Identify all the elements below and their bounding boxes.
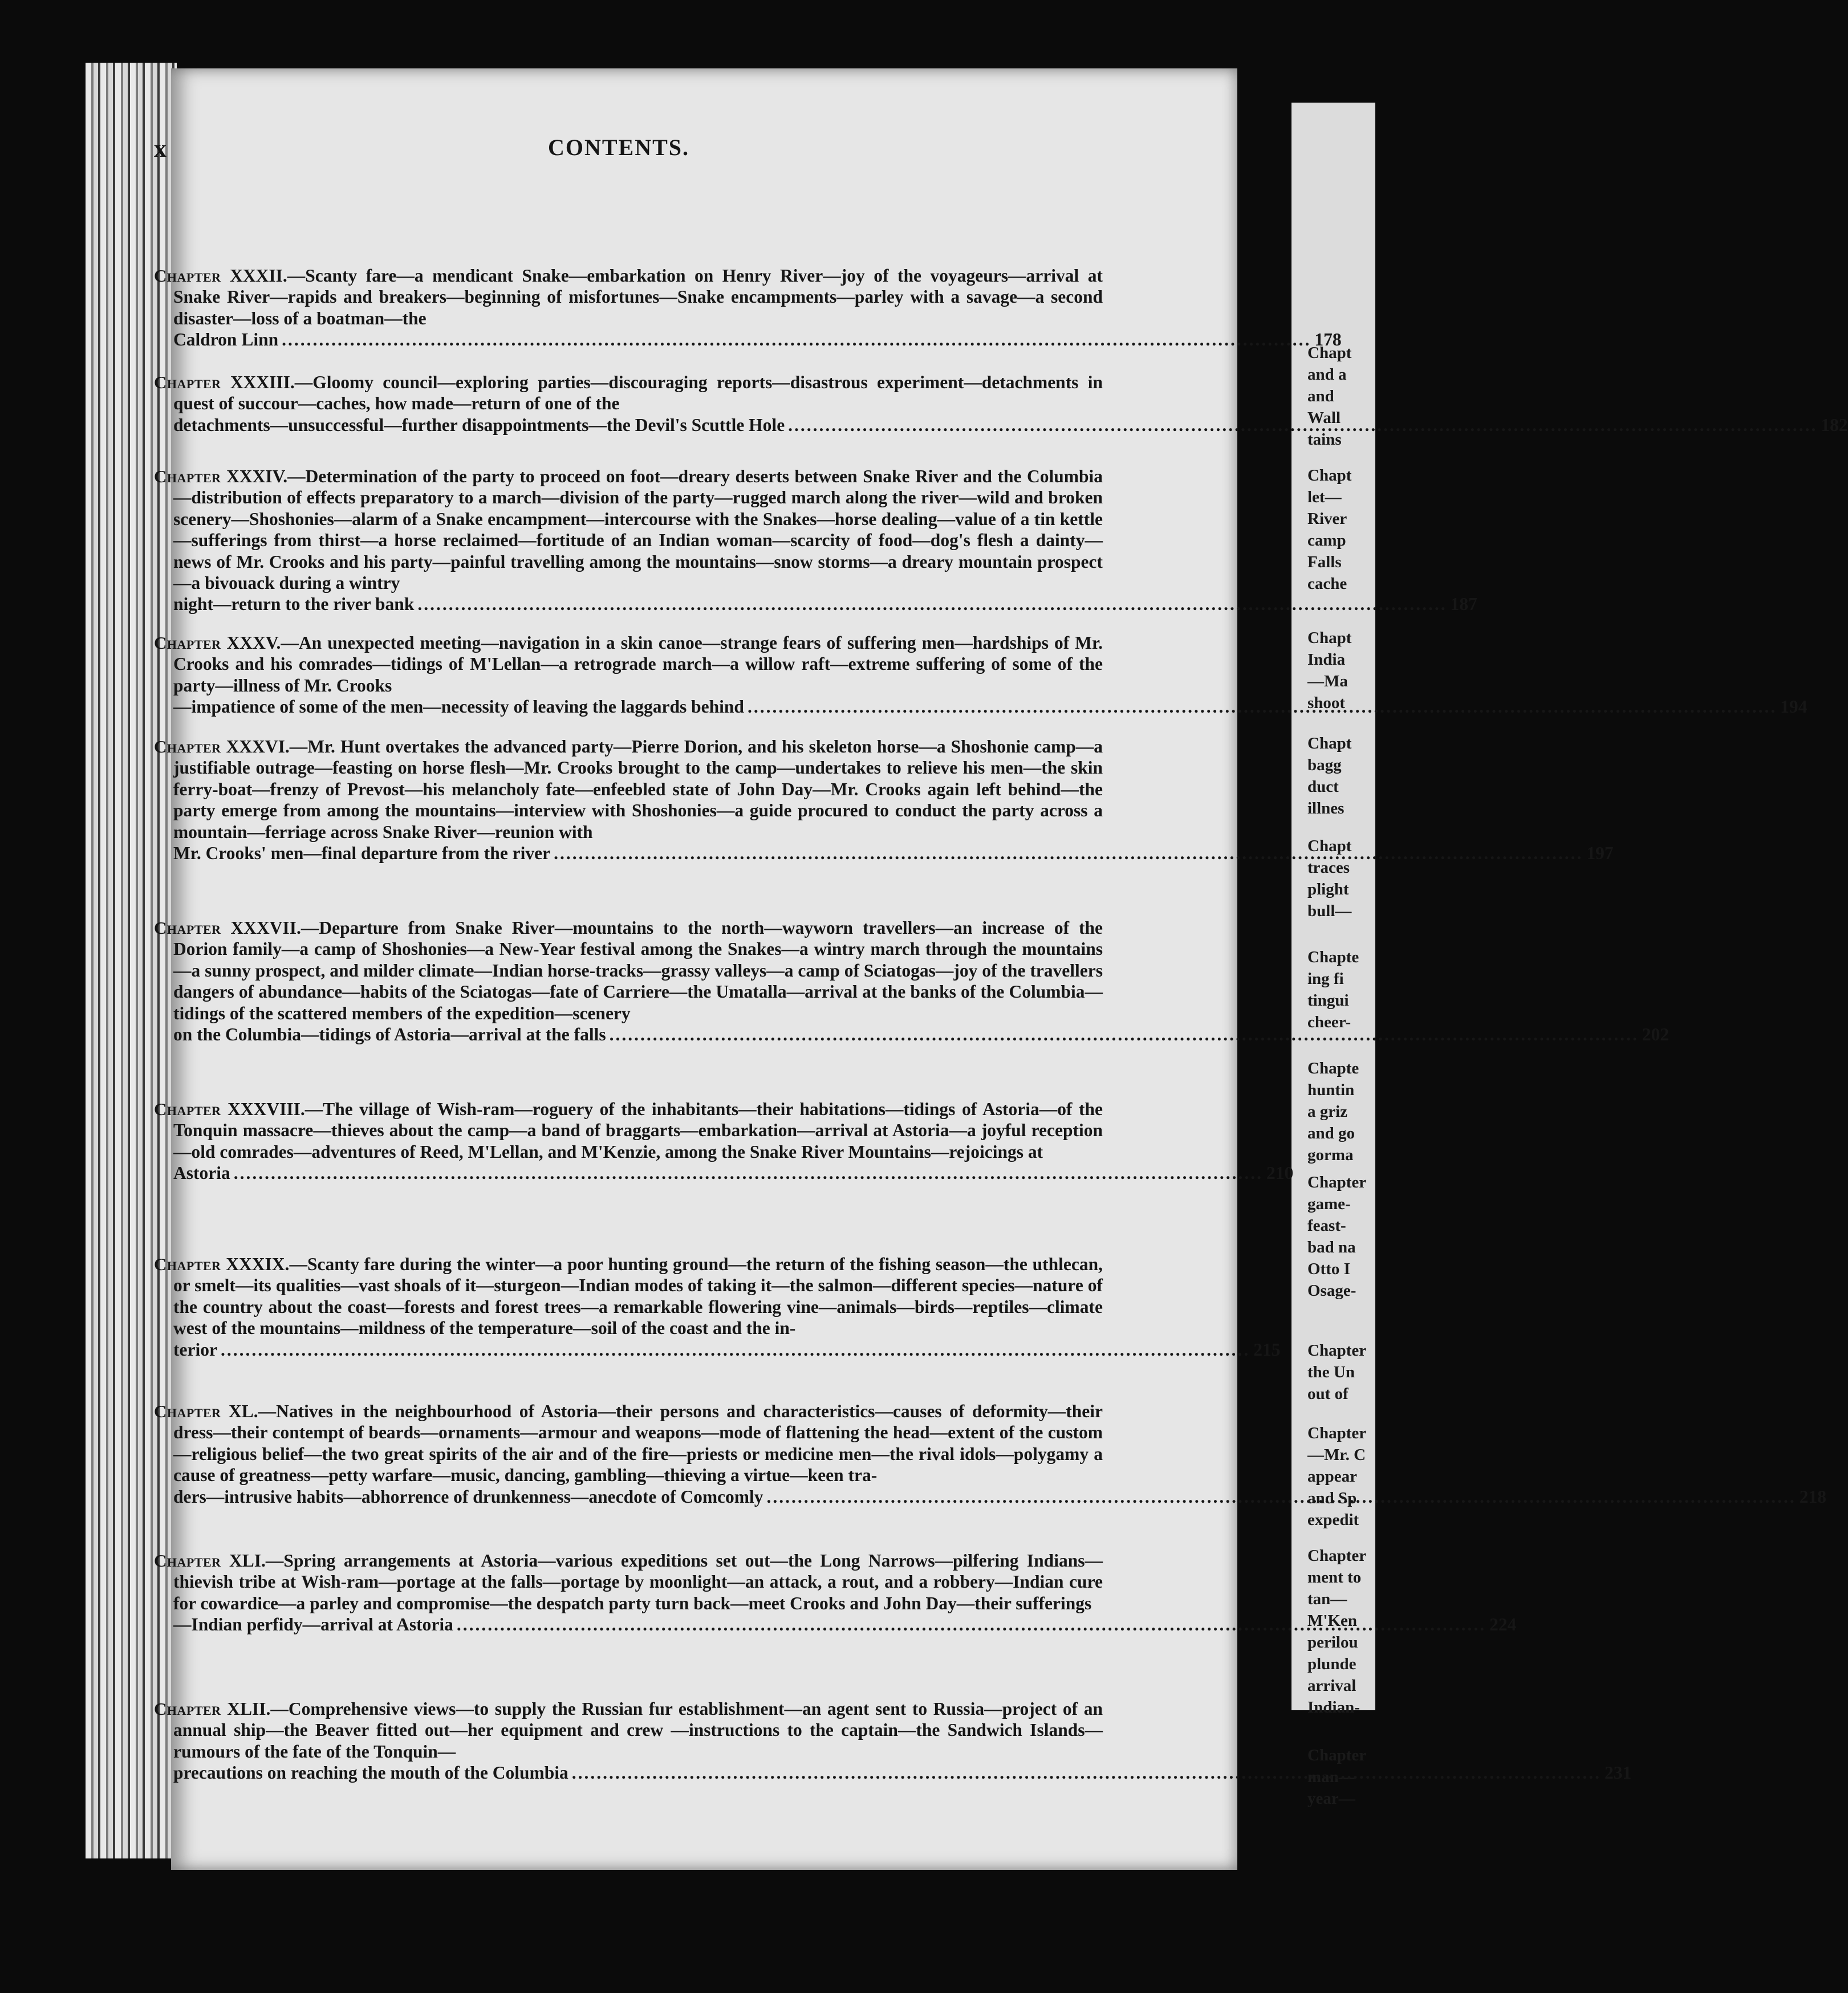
dot-leader xyxy=(221,1339,1250,1360)
chapter-summary: —The village of Wish-ram—roguery of the inhabitants—their habitations—tidings of Astoria—of the Tonquin massacre—thieves about the camp—a band of braggarts—embarkation—arrival at Astoria—a joyful reception—old comrades—adventures of Reed, M'Lellan, and M'Kenzie, among the Snake River Mountains—rejoicings at xyxy=(173,1099,1103,1162)
chapter-label: Chapter xyxy=(154,1254,221,1274)
facing-page-text: —Mr. C xyxy=(1307,1446,1366,1464)
dot-leader xyxy=(234,1162,1263,1183)
chapter-summary: —Gloomy council—exploring parties—discouraging reports—disastrous experiment—detachments in quest of succour—caches, how made—return of one of the xyxy=(173,372,1103,414)
facing-page-text: game- xyxy=(1307,1195,1351,1213)
facing-page-text: Chapte xyxy=(1307,1059,1359,1077)
chapter-summary: —Departure from Snake River—mountains to the north—wayworn travellers—an increase of the Dorion family—a camp of Shoshonies—a New-Year festival among the Snakes—a wintry march through the mountains—a sunny prospect, and milder climate—Indian horse-tracks—grassy valleys—a camp of Sciatogas—joy of the travellers dangers of abundance—habits of the Sciatogas—fate of Carriere—the Umatalla—arrival at the banks of the Columbia—tidings of the scattered members of the expedition—scenery xyxy=(173,918,1103,1023)
page-number: 224 xyxy=(1489,1614,1517,1635)
facing-page-text: let— xyxy=(1307,488,1342,506)
chapter-number: XLI. xyxy=(221,1551,266,1571)
facing-page-text: Wall xyxy=(1307,409,1341,427)
chapter-summary: —Scanty fare during the winter—a poor hunting ground—the return of the fishing season—the uthlecan, or smelt—its qualities—vast shoals of it—sturgeon—Indian modes of taking it—the salmon—different species—nature of the country about the coast—forests and forest trees—a remarkable flowering vine—animals—birds—reptiles—climate west of the mountains—mildness of the temperature—soil of the coast and the in- xyxy=(173,1254,1103,1339)
facing-page-text: appear xyxy=(1307,1467,1357,1486)
dot-leader xyxy=(572,1762,1601,1783)
facing-page-text: River xyxy=(1307,510,1347,528)
page-number: 231 xyxy=(1605,1763,1632,1783)
dot-leader xyxy=(282,329,1311,350)
facing-page-text: plunde xyxy=(1307,1655,1356,1673)
chapter-summary-end: Astoria xyxy=(173,1163,230,1183)
dot-leader xyxy=(767,1486,1796,1507)
facing-page-text: arrival xyxy=(1307,1677,1356,1695)
page-title: CONTENTS. xyxy=(547,135,690,160)
chapter-label: Chapter xyxy=(154,633,221,653)
chapter-summary-end: terior xyxy=(173,1339,217,1360)
facing-page-text: gorma xyxy=(1307,1146,1354,1164)
chapter-number: XL. xyxy=(221,1401,258,1421)
facing-page-text: ing fi xyxy=(1307,970,1344,988)
facing-page-text: perilou xyxy=(1307,1633,1358,1652)
facing-page-text: year— xyxy=(1307,1789,1355,1808)
contents-entry xyxy=(154,1254,1281,1360)
facing-page-text: and go xyxy=(1307,1124,1355,1142)
facing-page-text: Chapt xyxy=(1307,344,1352,362)
chapter-summary: —Comprehensive views—to supply the Russian fur establishment—an agent sent to Russia—project of an annual ship—the Beaver fitted out—her equipment and crew —instructions to the captain—the Sandwich Islands—rumours of the fate of the Tonquin— xyxy=(173,1699,1103,1762)
page-number: 197 xyxy=(1586,843,1614,864)
facing-page-text: traces xyxy=(1307,859,1350,877)
facing-page-text: duct xyxy=(1307,778,1339,796)
facing-page-text: tains xyxy=(1307,430,1342,449)
facing-page-text: the Un xyxy=(1307,1363,1355,1381)
page-number: 210 xyxy=(1266,1163,1294,1183)
chapter-label: Chapter xyxy=(154,1551,221,1571)
facing-page-text: Falls xyxy=(1307,553,1342,571)
chapter-label: Chapter xyxy=(154,266,221,286)
facing-page-text: bagg xyxy=(1307,756,1342,774)
chapter-summary: —Scanty fare—a mendicant Snake—embarkation on Henry River—joy of the voyageurs—arrival at Snake River—rapids and breakers—beginning of misfortunes—Snake encampments—parley with a savage—a second disaster—loss of a boatman—the xyxy=(173,266,1103,328)
chapter-label: Chapter xyxy=(154,1401,221,1421)
chapter-summary-end: Mr. Crooks' men—final departure from the river xyxy=(173,843,551,864)
chapter-summary: —Mr. Hunt overtakes the advanced party—Pierre Dorion, and his skeleton horse—a Shoshonie camp—a justifiable outrage—feasting on horse flesh—Mr. Crooks brought to the camp—undertakes to relieve his men—the skin ferry-boat—frenzy of Prevost—his melancholy fate—enfeebled state of John Day—Mr. Crooks again left behind—the party emerge from among the mountains—interview with Shoshonies—a guide procured to conduct the party across a mountain—ferriage across Snake River—reunion with xyxy=(173,737,1103,842)
facing-page-text: a griz xyxy=(1307,1103,1348,1121)
facing-page-text: feast- xyxy=(1307,1217,1346,1235)
page-number: 202 xyxy=(1642,1024,1670,1045)
facing-page-text: expedit xyxy=(1307,1511,1359,1529)
facing-page-text: Osage- xyxy=(1307,1282,1356,1300)
chapter-summary-end: night—return to the river bank xyxy=(173,594,415,615)
chapter-number: XXXIII. xyxy=(221,372,295,392)
facing-page-text: Chapt xyxy=(1307,466,1352,485)
facing-page-text: —Ma xyxy=(1307,672,1348,690)
chapter-number: XXXV. xyxy=(221,633,281,653)
facing-page-text: Chapt xyxy=(1307,734,1352,753)
chapter-number: XXXVII. xyxy=(221,918,301,938)
page-number: 218 xyxy=(1799,1486,1827,1507)
chapter-summary: —Spring arrangements at Astoria—various expeditions set out—the Long Narrows—pilfering Indians—thievish tribe at Wish-ram—portage at the falls—portage by moonlight—an attack, a rout, and a robbery—Indian cure for cowardice—a parley and compromise—the despatch party turn back—meet Crooks and John Day—their sufferings xyxy=(173,1551,1103,1613)
facing-page-text: man— xyxy=(1307,1768,1355,1786)
facing-page-text: and xyxy=(1307,387,1334,405)
facing-page-text: plight xyxy=(1307,880,1349,898)
chapter-number: XXXIV. xyxy=(221,466,288,486)
chapter-label: Chapter xyxy=(154,372,221,392)
chapter-summary-end: precautions on reaching the mouth of the Columbia xyxy=(173,1763,568,1783)
facing-page-text: camp xyxy=(1307,531,1346,550)
dot-leader xyxy=(788,414,1817,436)
facing-page-text: Otto I xyxy=(1307,1260,1350,1278)
facing-page-text: bull— xyxy=(1307,902,1352,920)
facing-page-text: Chapter xyxy=(1307,1173,1367,1191)
facing-page-text: Chapt xyxy=(1307,837,1352,855)
page-number: 178 xyxy=(1314,330,1342,350)
page-number: 182 xyxy=(1821,414,1848,435)
facing-page-text: illnes xyxy=(1307,799,1345,817)
chapter-summary-end: ders—intrusive habits—abhorrence of drunkenness—anecdote of Comcomly xyxy=(173,1486,763,1507)
running-head xyxy=(154,134,1083,168)
facing-page-text: M'Ken xyxy=(1307,1612,1357,1630)
chapter-label: Chapter xyxy=(154,1699,221,1719)
facing-page-text: India xyxy=(1307,650,1346,669)
contents-entry xyxy=(154,265,1342,351)
chapter-label: Chapter xyxy=(154,737,221,756)
chapter-label: Chapter xyxy=(154,1099,221,1119)
facing-page-text: Indian- xyxy=(1307,1698,1360,1717)
page-number: 215 xyxy=(1253,1339,1281,1360)
chapter-summary-end: —Indian perfidy—arrival at Astoria xyxy=(173,1614,453,1635)
chapter-summary-end: Caldron Linn xyxy=(173,330,279,350)
facing-page-text: out of xyxy=(1307,1385,1349,1403)
dot-leader xyxy=(457,1614,1486,1635)
dot-leader xyxy=(417,593,1447,615)
facing-page-text: Chapter xyxy=(1307,1341,1367,1360)
chapter-label: Chapter xyxy=(154,466,221,486)
facing-page-text: Chapter xyxy=(1307,1746,1367,1764)
facing-page-text: and Sp xyxy=(1307,1489,1357,1507)
page-numeral: x xyxy=(154,135,166,162)
dot-leader xyxy=(554,843,1583,864)
dot-leader xyxy=(610,1024,1639,1045)
chapter-number: XLII. xyxy=(221,1699,271,1719)
contents-entry xyxy=(154,1099,1294,1184)
page-number: 187 xyxy=(1450,594,1477,615)
page-number: 194 xyxy=(1780,697,1808,717)
facing-page-text: Chapt xyxy=(1307,629,1352,647)
facing-page-text: and a xyxy=(1307,365,1347,384)
facing-page-text: Chapter xyxy=(1307,1547,1367,1565)
chapter-summary: —Determination of the party to proceed on foot—dreary deserts between Snake River and the Columbia—distribution of effects preparatory to a march—division of the party—rugged march along the river—wild and broken scenery—Shoshonies—alarm of a Snake encampment—intercourse with the Snakes—horse dealing—value of a tin kettle —sufferings from thirst—a horse reclaimed—fortitude of an Indian woman—scarcity of food—dog's flesh a dainty—news of Mr. Crooks and his party—painful travelling among the mountains—snow storms—a dreary mountain prospect—a bivouack during a wintry xyxy=(173,466,1103,593)
chapter-number: XXXVIII. xyxy=(221,1099,305,1119)
chapter-summary-end: —impatience of some of the men—necessity of leaving the laggards behind xyxy=(173,697,744,717)
facing-page-text: shoot xyxy=(1307,694,1346,712)
facing-page-text: tingui xyxy=(1307,991,1349,1010)
chapter-summary: —An unexpected meeting—navigation in a skin canoe—strange fears of suffering men—hardships of Mr. Crooks and his comrades—tidings of M'Lellan—a retrograde march—a willow raft—extreme suffering of some of the party—illness of Mr. Crooks xyxy=(173,633,1103,695)
facing-page-text: ment to xyxy=(1307,1568,1362,1587)
facing-page-text: Chapte xyxy=(1307,948,1359,966)
chapter-number: XXXIX. xyxy=(221,1254,290,1274)
chapter-number: XXXVI. xyxy=(221,737,290,756)
dot-leader xyxy=(748,696,1777,717)
facing-page-text: tan— xyxy=(1307,1590,1347,1608)
facing-page-text: cheer- xyxy=(1307,1013,1351,1031)
chapter-summary-end: detachments—unsuccessful—further disappointments—the Devil's Scuttle Hole xyxy=(173,414,785,435)
chapter-summary-end: on the Columbia—tidings of Astoria—arrival at the falls xyxy=(173,1024,606,1045)
facing-page-text: cache xyxy=(1307,575,1347,593)
facing-page-text: huntin xyxy=(1307,1081,1355,1099)
chapter-number: XXXII. xyxy=(221,266,287,286)
chapter-label: Chapter xyxy=(154,918,221,938)
chapter-summary: —Natives in the neighbourhood of Astoria—their persons and characteristics—causes of deformity—their dress—their contempt of beards—ornaments—armour and weapons—mode of flattening the head—extent of the custom—religious belief—the two great spirits of the air and of the fire—priests or medicine men—the rival idols—polygamy a cause of greatness—petty warfare—music, dancing, gambling—thieving a virtue—keen tra- xyxy=(173,1401,1103,1486)
facing-page-text: bad na xyxy=(1307,1238,1356,1256)
facing-page-text: Chapter xyxy=(1307,1424,1367,1442)
